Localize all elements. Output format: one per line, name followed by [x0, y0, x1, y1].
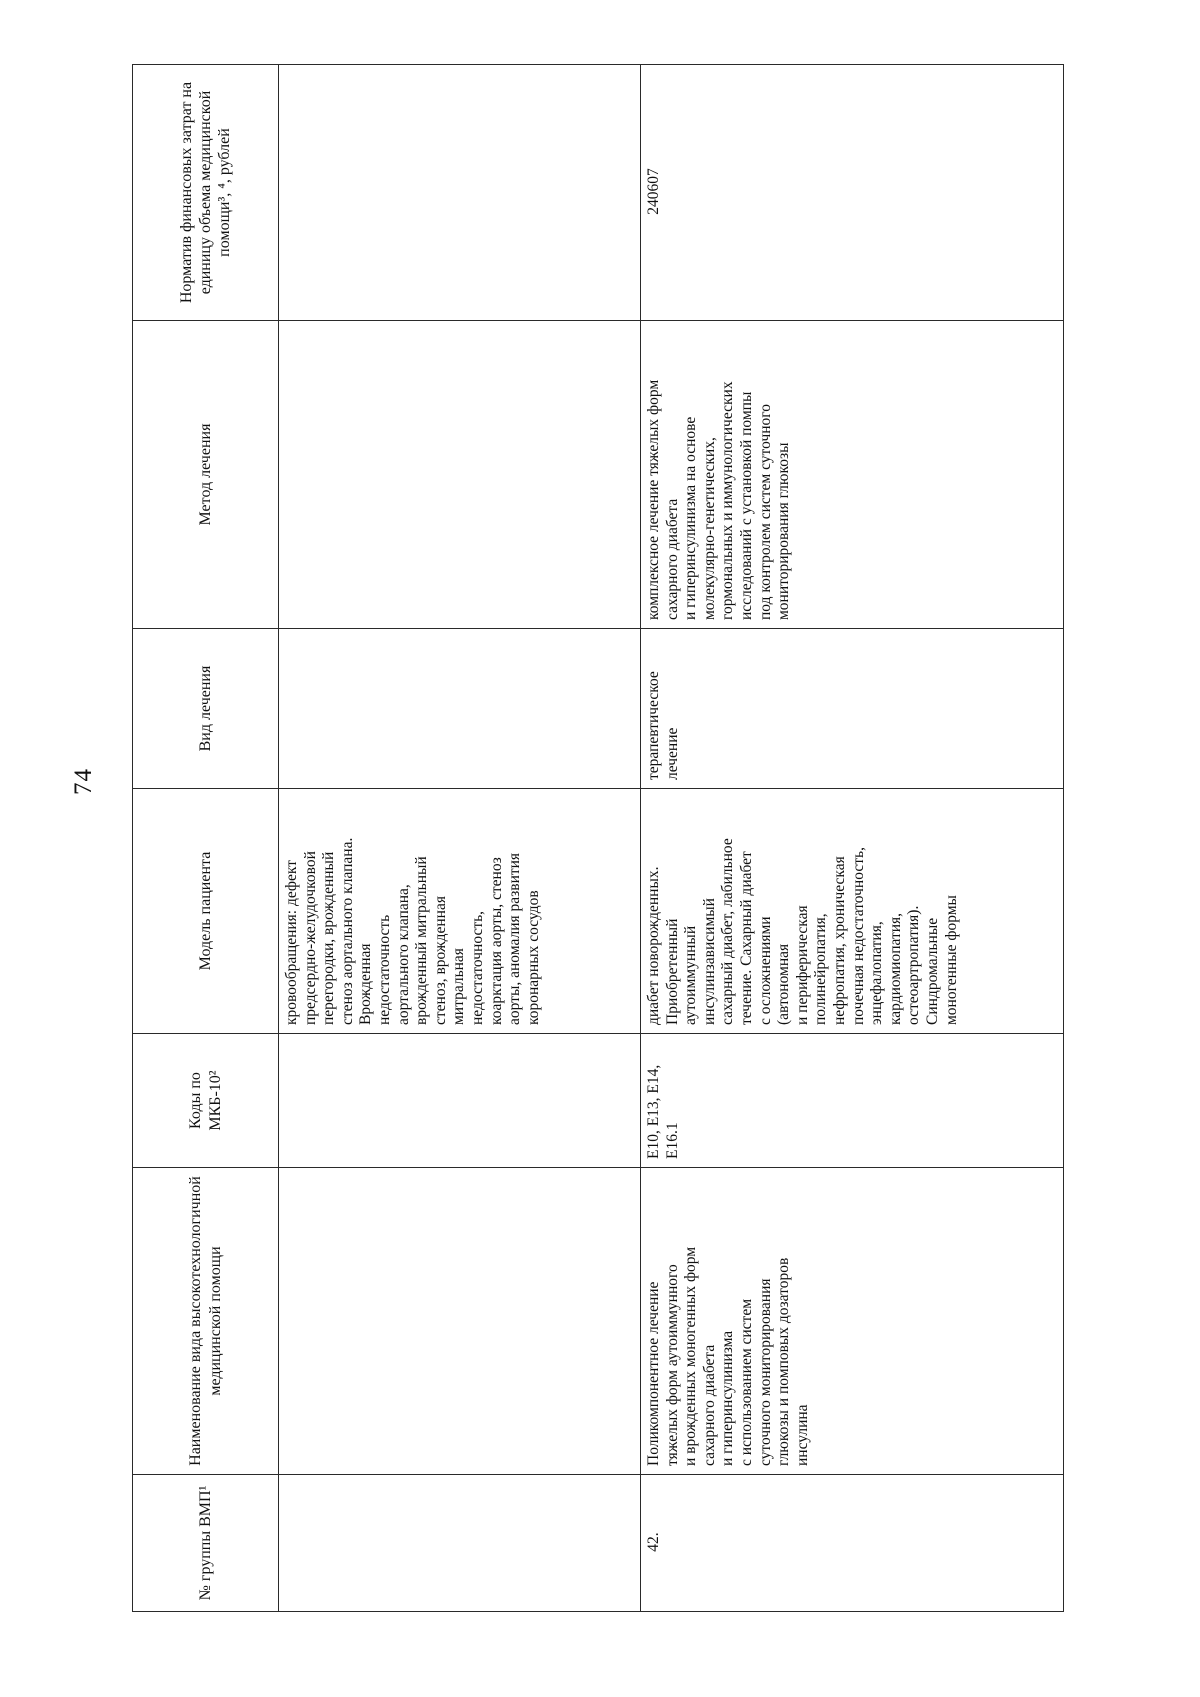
cell-cost-norm	[279, 65, 641, 321]
medical-care-table	[132, 64, 1064, 1612]
header-patient-model: Модель пациента	[133, 789, 279, 1034]
cell-name	[641, 1168, 1064, 1475]
cell-codes	[279, 1034, 641, 1168]
cell-text: кровообращения: дефект предсердно-желудочковой перегородки, врожденный стеноз аортального клапана. Врожденная недостаточность аортального клапана, врожденный митральный стеноз, врожденная митральная недостаточность, коарктация аорты, стеноз аорты, аномалия развития коронарных сосудов	[283, 837, 542, 1025]
cell-treatment-type	[641, 629, 1064, 789]
cell-treatment-type	[279, 629, 641, 789]
cell-text: Поликомпонентное лечение тяжелых форм аутоиммунного и врожденных моногенных форм сахарного диабета и гиперинсулинизма с использованием систем суточного мониторирования глюкозы и помповых дозаторов инсулина	[645, 1246, 811, 1466]
cell-text: диабет новорожденных. Приобретенный аутоиммунный инсулинзависимый сахарный диабет, лабильное течение. Сахарный диабет с осложнениями (автономная и периферическая полинейропатия, нефропатия, хроническая почечная недостаточность, энцефалопатия, кардиомиопатия, остеоартропатия). Синдромальные моногенные формы	[645, 838, 960, 1025]
cell-text: 240607	[645, 168, 662, 215]
table-container	[132, 65, 1063, 1612]
table-row	[641, 65, 1064, 1612]
cell-text: E10, E13, E14, E16.1	[645, 1064, 681, 1159]
cell-patient-model	[641, 789, 1064, 1034]
cell-name	[279, 1168, 641, 1475]
cell-text: 42.	[645, 1532, 662, 1552]
page-number: 74	[70, 768, 97, 795]
header-name: Наименование вида высокотехнологичной медицинской помощи	[133, 1168, 279, 1475]
header-cost-norm: Норматив финансовых затрат на единицу объема медицинской помощи³, ⁴, рублей	[133, 65, 279, 321]
cell-cost-norm	[641, 65, 1064, 321]
cell-codes	[641, 1034, 1064, 1168]
cell-patient-model	[279, 789, 641, 1034]
cell-group-number	[279, 1475, 641, 1612]
header-group-number: № группы ВМП¹	[133, 1475, 279, 1612]
cell-treatment-method	[641, 321, 1064, 629]
header-codes: Коды по МКБ-10²	[133, 1034, 279, 1168]
header-treatment-type: Вид лечения	[133, 629, 279, 789]
table-row	[279, 65, 641, 1612]
cell-group-number	[641, 1475, 1064, 1612]
table-header-row	[133, 65, 279, 1612]
cell-treatment-method	[279, 321, 641, 629]
header-treatment-method: Метод лечения	[133, 321, 279, 629]
cell-text: комплексное лечение тяжелых форм сахарного диабета и гиперинсулинизма на основе молекулярно-генетических, гормональных и иммунологических исследований с установкой помпы под контролем систем суточного мониторирования глюкозы	[645, 379, 793, 620]
cell-text: терапевтическое лечение	[645, 671, 681, 780]
